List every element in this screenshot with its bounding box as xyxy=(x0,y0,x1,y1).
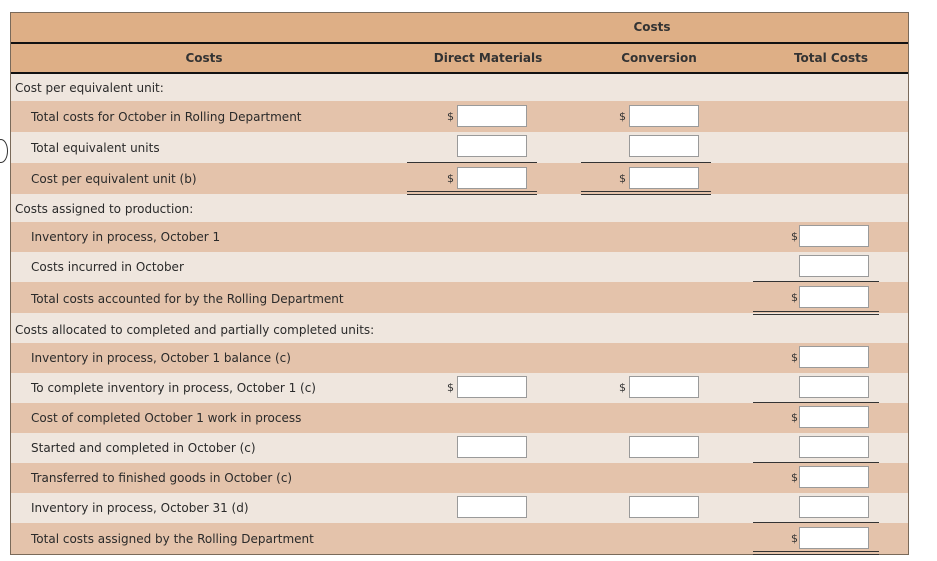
currency-symbol: $ xyxy=(447,172,454,185)
currency-symbol: $ xyxy=(447,110,454,123)
currency-symbol: $ xyxy=(619,381,626,394)
table-row xyxy=(11,163,908,194)
section-row xyxy=(11,315,908,343)
currency-symbol: $ xyxy=(791,230,798,243)
header-costs: Costs xyxy=(185,51,223,65)
conv-inv-oct31-input[interactable] xyxy=(629,496,699,518)
section-cost-per-unit: Cost per equivalent unit: xyxy=(15,81,164,95)
conv-total-equiv-units-input[interactable] xyxy=(629,135,699,157)
cost-allocation-table xyxy=(10,12,909,555)
table-row xyxy=(11,132,908,163)
currency-symbol: $ xyxy=(447,381,454,394)
table-row xyxy=(11,222,908,252)
dm-to-complete-input[interactable] xyxy=(457,376,527,398)
row-label: Cost per equivalent unit (b) xyxy=(31,172,197,186)
row-label: Total costs assigned by the Rolling Department xyxy=(31,532,314,546)
currency-symbol: $ xyxy=(619,172,626,185)
header-total-costs: Total Costs xyxy=(793,51,869,65)
total-costs-incurred-input[interactable] xyxy=(799,255,869,277)
table-row xyxy=(11,463,908,493)
section-assigned: Costs assigned to production: xyxy=(15,202,194,216)
currency-symbol: $ xyxy=(791,471,798,484)
row-label: Inventory in process, October 1 xyxy=(31,230,221,244)
total-inv-oct1-balance-input[interactable] xyxy=(799,346,869,368)
table-row xyxy=(11,433,908,463)
currency-symbol: $ xyxy=(619,110,626,123)
header-group-costs: Costs xyxy=(633,20,671,34)
row-label: Inventory in process, October 1 balance (c) xyxy=(31,351,291,365)
row-label: Inventory in process, October 31 (d) xyxy=(31,501,249,515)
total-cost-completed-oct1-input[interactable] xyxy=(799,406,869,428)
dm-cost-per-equiv-unit-input[interactable] xyxy=(457,167,527,189)
row-label: To complete inventory in process, October 1 (c) xyxy=(31,381,316,395)
currency-symbol: $ xyxy=(791,411,798,424)
dm-total-costs-october-input[interactable] xyxy=(457,105,527,127)
total-inv-oct1-input[interactable] xyxy=(799,225,869,247)
header-direct-materials: Direct Materials xyxy=(433,51,543,65)
total-assigned-input[interactable] xyxy=(799,527,869,549)
conv-total-costs-october-input[interactable] xyxy=(629,105,699,127)
row-label: Costs incurred in October xyxy=(31,260,184,274)
dm-started-completed-input[interactable] xyxy=(457,436,527,458)
total-double-line xyxy=(753,551,879,555)
total-to-complete-input[interactable] xyxy=(799,376,869,398)
row-label: Cost of completed October 1 work in process xyxy=(31,411,302,425)
row-label: Total costs for October in Rolling Department xyxy=(31,110,302,124)
conv-cost-per-equiv-unit-input[interactable] xyxy=(629,167,699,189)
row-label: Started and completed in October (c) xyxy=(31,441,256,455)
total-started-completed-input[interactable] xyxy=(799,436,869,458)
section-allocated: Costs allocated to completed and partially completed units: xyxy=(15,323,375,337)
edge-fragment xyxy=(0,139,8,163)
table-row xyxy=(11,343,908,373)
dm-inv-oct31-input[interactable] xyxy=(457,496,527,518)
total-transferred-input[interactable] xyxy=(799,466,869,488)
currency-symbol: $ xyxy=(791,291,798,304)
section-row xyxy=(11,75,908,100)
header-group-row xyxy=(11,13,908,44)
table-row xyxy=(11,252,908,282)
header-conversion: Conversion xyxy=(621,51,697,65)
dm-total-equiv-units-input[interactable] xyxy=(457,135,527,157)
row-label: Total equivalent units xyxy=(31,141,160,155)
row-label: Total costs accounted for by the Rolling Department xyxy=(31,292,344,306)
total-inv-oct31-input[interactable] xyxy=(799,496,869,518)
section-row xyxy=(11,195,908,222)
conv-to-complete-input[interactable] xyxy=(629,376,699,398)
conv-started-completed-input[interactable] xyxy=(629,436,699,458)
table-row xyxy=(11,101,908,132)
table-row xyxy=(11,523,908,554)
currency-symbol: $ xyxy=(791,351,798,364)
total-accounted-input[interactable] xyxy=(799,286,869,308)
table-row xyxy=(11,373,908,403)
header-columns-row xyxy=(11,44,908,74)
table-row xyxy=(11,493,908,523)
table-row xyxy=(11,282,908,313)
row-label: Transferred to finished goods in October (c) xyxy=(31,471,293,485)
table-row xyxy=(11,403,908,433)
currency-symbol: $ xyxy=(791,532,798,545)
